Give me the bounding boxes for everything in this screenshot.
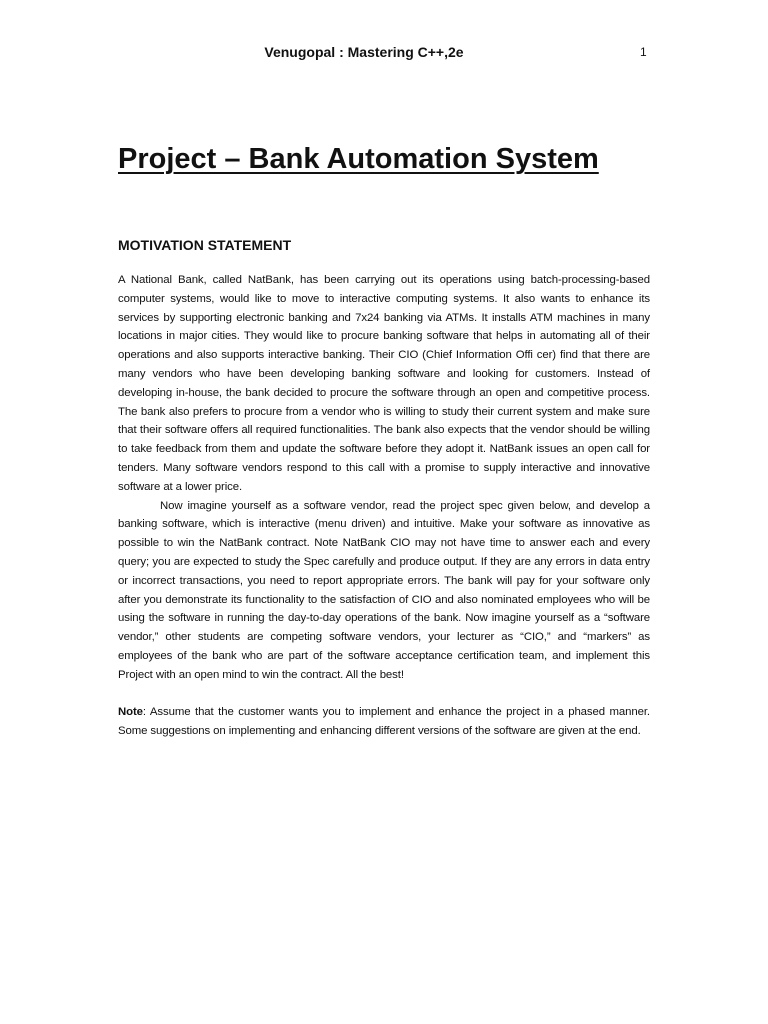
note-paragraph — [118, 703, 650, 741]
running-header: Venugopal : Mastering C++,2e — [264, 44, 464, 60]
page-number: 1 — [640, 45, 647, 59]
note-label: Note — [118, 706, 143, 719]
section-heading: MOTIVATION STATEMENT — [118, 237, 292, 253]
document-title: Project – Bank Automation System — [118, 143, 599, 175]
document-body — [118, 271, 650, 741]
paragraph-2: Now imagine yourself as a software vendor, read the project spec given below, and develop a banking software, which is interactive (menu driven) and intuitive. Make your software as innovative as possible to win the NatBank contract. Note NatBank CIO may not have time to answer each and every query; you are expected to study the Spec carefully and produce output. If they are any errors in data entry or incorrect transactions, you need to report appropriate errors. The bank will pay for your software only after you demonstrate its functionality to the satisfaction of CIO and also nominated employees who will be using the software in running the day-to-day operations of the bank. Now imagine yourself as a “software vendor,” other students are competing software vendors, your lecturer as “CIO,” and “markers” as employees of the bank who are part of the software acceptance certification team, and implement this Project with an open mind to win the contract. All the best! — [118, 499, 650, 681]
note-text: : Assume that the customer wants you to implement and enhance the project in a phased manner. Some suggestions on implementing and enhancing different versions of the software are given at the end. — [118, 706, 650, 738]
paragraph-1: A National Bank, called NatBank, has been carrying out its operations using batch-processing-based computer systems, would like to move to interactive computing systems. It also wants to enhance its services by supporting electronic banking and 7x24 banking via ATMs. It installs ATM machines in many locations in major cities. They would like to procure banking software that helps in automating all of their operations and also supports interactive banking. Their CIO (Chief Information Offi cer) find that there are many vendors who have been developing banking software and looking for customers. Instead of developing in-house, the bank decided to procure the software through an open and competitive process. The bank also prefers to procure from a vendor who is willing to study their current system and make sure that their software offers all required functionalities. The bank also expects that the vendor should be willing to take feedback from them and update the software before they adopt it. NatBank issues an open call for tenders. Many software vendors respond to this call with a promise to supply interactive and innovative software at a lower price. — [118, 274, 650, 493]
